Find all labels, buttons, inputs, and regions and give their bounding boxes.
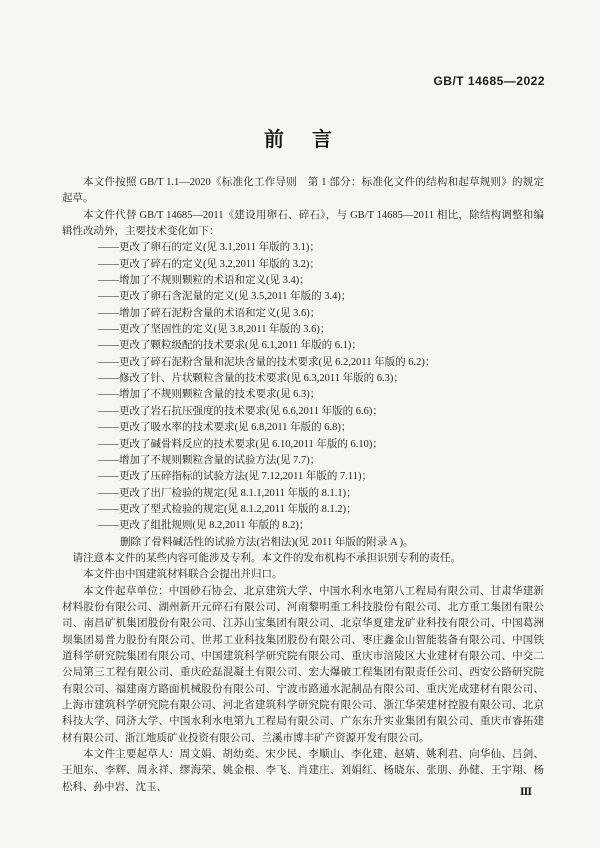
change-item: ——更改了吸水率的技术要求(见 6.8,2011 年版的 6.8)； — [98, 422, 352, 434]
basis-paragraph: 本文件按照 GB/T 1.1—2020《标准化工作导则 第 1 部分：标准化文件的结构和起草规则》的规定起草。 — [62, 177, 544, 205]
change-item: ——更改了压碎指标的试验方法(见 7.12,2011 年版的 7.11)； — [98, 471, 372, 483]
change-item: ——增加了碎石泥粉含量的术语和定义(见 3.6)； — [98, 307, 321, 319]
change-item: ——更改了岩石抗压强度的技术要求(见 6.6,2011 年版的 6.6)； — [98, 405, 383, 417]
change-item: ——更改了颗粒级配的技术要求(见 6.1,2011 年版的 6.1)； — [98, 340, 362, 352]
change-item: ——更改了碎石的定义(见 3.2,2011 年版的 3.2)； — [98, 258, 320, 270]
patent-note: 请注意本文件的某些内容可能涉及专利。本文件的发布机构不承担识别专利的责任。 — [72, 552, 461, 564]
drafting-units-paragraph: 本文件起草单位：中国砂石协会、北京建筑大学、中国水利水电第八工程局有限公司、甘肃华建新材料股份有限公司、湖州新开元碎石有限公司、河南黎明重工科技股份有限公司、北方重工集团有限公司、南昌矿机集团股份有限公司、江苏山宝集团有限公司、北京华夏建龙矿业科技有限公司、中国葛洲坝集团易普力股份有限公司、世邦工业科技集团股份有限公司、枣庄鑫金山智能装备有限公司、中国铁道科学研究院集团有限公司、中国建筑科学研究院有限公司、重庆市涪陵区大业建材有限公司、中交二公局第三工程有限公司、重庆砼磊混凝土有限公司、宏大爆破工程集团有限责任公司、西安公路研究院有限公司、福建南方路面机械股份有限公司、宁波市路通水泥制品有限公司、重庆光成建材有限公司、上海市建筑科学研究院有限公司、河北省建筑科学研究院有限公司、浙江华荣建材控股有限公司、北京科技大学、同济大学、中国水利水电第九工程局有限公司、广东东升实业集团有限公司、重庆市睿拓建材有限公司、浙江地质矿业投资有限公司、兰溪市博丰矿产资源开发有限公司。 — [62, 585, 544, 744]
change-item: ——更改了组批规则(见 8.2,2011 年版的 8.2)； — [98, 520, 310, 532]
standard-number: GB/T 14685—2022 — [433, 74, 545, 88]
change-item: ——修改了针、片状颗粒含量的技术要求(见 6.3,2011 年版的 6.3)； — [98, 373, 404, 385]
change-item: ——更改了卵石的定义(见 3.1,2011 年版的 3.1)； — [98, 242, 320, 254]
foreword-body — [62, 175, 544, 796]
change-item: ——更改了碱骨料反应的技术要求(见 6.10,2011 年版的 6.10)； — [98, 438, 383, 450]
page-title: 前 言 — [264, 129, 336, 151]
change-item: ——更改了型式检验的规定(见 8.1.2,2011 年版的 8.1.2)； — [98, 503, 357, 515]
change-item: ——更改了出厂检验的规定(见 8.1.1,2011 年版的 8.1.1)； — [98, 487, 357, 499]
changes-list — [62, 240, 544, 551]
page-number: Ⅲ — [519, 787, 532, 798]
change-item: ——更改了卵石含泥量的定义(见 3.5,2011 年版的 3.4)； — [98, 291, 352, 303]
change-item: ——更改了坚固性的定义(见 3.8,2011 年版的 3.6)； — [98, 324, 331, 336]
replacement-paragraph: 本文件代替 GB/T 14685—2011《建设用卵石、碎石》，与 GB/T 14685—2011 相比，除结构调整和编辑性改动外，主要技术变化如下： — [62, 209, 544, 238]
drafters-paragraph: 本文件主要起草人：周文娟、胡幼奕、宋少民、李顺山、李化建、赵婧、姚利君、向华仙、吕剑、王旭东、李辉、周永祥、缪海荣、姚金根、李飞、肖建庄、刘娟红、杨晓东、张朋、孙健、王宇翔、杨松科、孙中岩、沈玉、 — [62, 749, 544, 793]
issuer-note: 本文件由中国建筑材料联合会提出并归口。 — [83, 569, 283, 581]
change-item: ——增加了不规则颗粒含量的技术要求(见 6.3)； — [98, 389, 321, 401]
change-item: ——更改了碎石泥粉含量和泥块含量的技术要求(见 6.2,2011 年版的 6.2)； — [98, 356, 436, 368]
deletion-note: 删除了骨料碱活性的试验方法(岩相法)(见 2011 年版的附录 A )。 — [120, 536, 414, 548]
change-item: ——增加了不规则颗粒的术语和定义(见 3.4)； — [98, 275, 310, 287]
change-item: ——增加了不规则颗粒含量的试验方法(见 7.7)； — [98, 454, 321, 466]
